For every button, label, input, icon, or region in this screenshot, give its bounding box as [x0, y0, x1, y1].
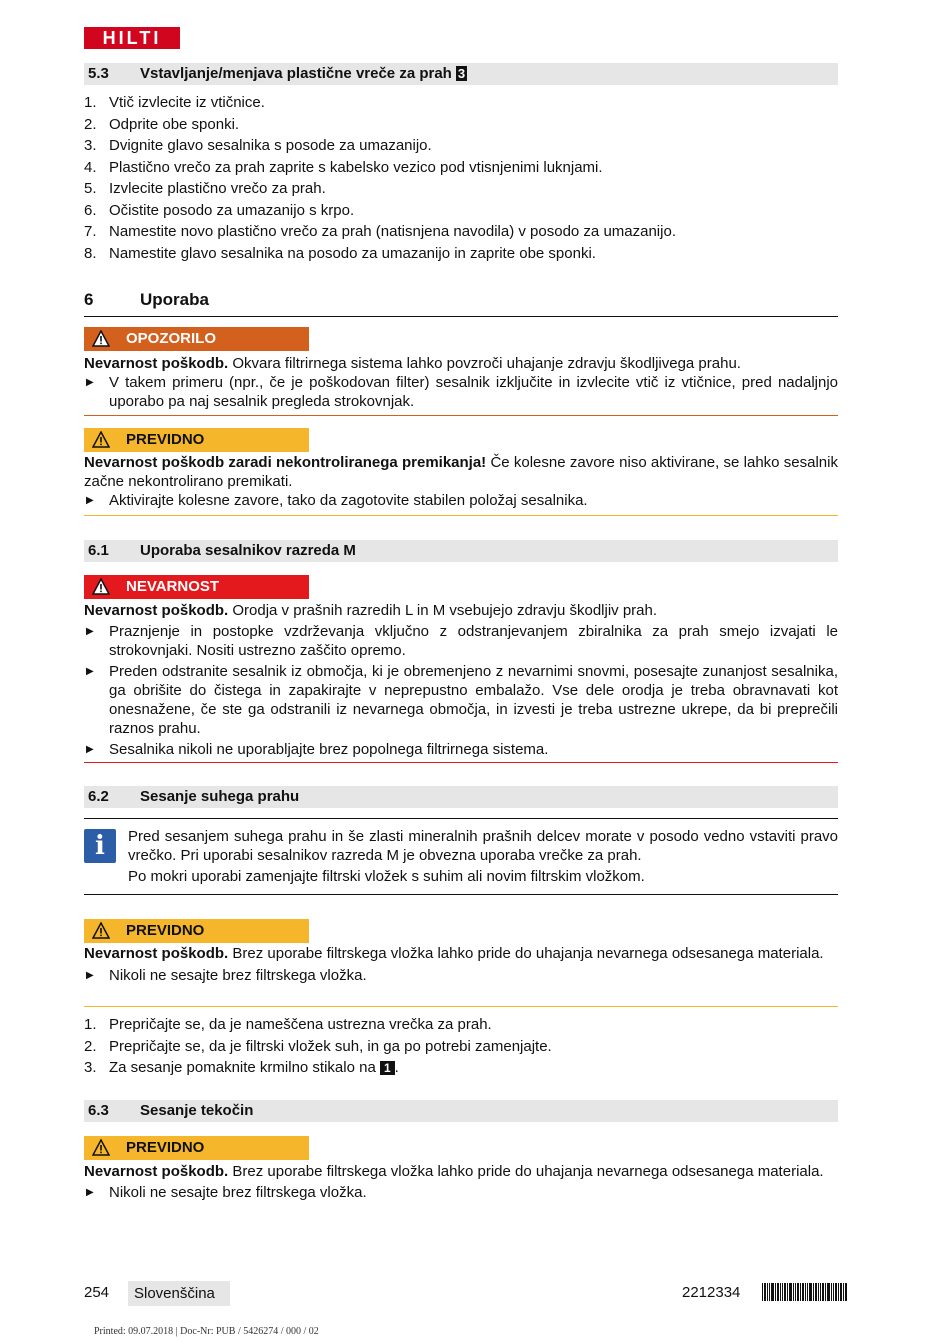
danger-badge — [84, 575, 309, 599]
list-item: 1. Vtič izvlecite iz vtičnice. — [84, 94, 265, 111]
switch-position-1-icon: 1 — [380, 1061, 395, 1075]
steps-5-3 — [84, 92, 838, 264]
barcode — [762, 1283, 847, 1301]
list-item: 2. Prepričajte se, da je filtrski vložek suh, in ga po potrebi zamenjajte. — [84, 1037, 552, 1055]
list-item: ▶ Sesalnika nikoli ne uporabljajte brez popolnega filtrirnega sistema. — [86, 741, 549, 758]
divider — [84, 515, 838, 516]
section-number: 6.2 — [88, 788, 109, 805]
bullet-arrow-icon: ▶ — [86, 495, 94, 506]
chapter-number: 6 — [84, 290, 94, 309]
list-item: 7. Namestite novo plastično vrečo za prah (natisnjena navodila) v posodo za umazanijo. — [84, 223, 676, 240]
section-6-2-heading — [84, 786, 838, 808]
list-item: ▶ Praznjenje in postopke vzdrževanja vključno z odstranjevanjem zbiralnika za prah smejo izvajati le strokovnjaki. Nositi ustrezno zaščito opremo. — [86, 623, 838, 659]
badge-label: NEVARNOST — [126, 578, 220, 595]
section-5-3-heading — [84, 63, 838, 85]
caution-badge — [84, 1136, 309, 1160]
bullet-arrow-icon: ▶ — [86, 626, 94, 637]
bullet-arrow-icon: ▶ — [86, 970, 94, 981]
list-item: 3. Dvignite glavo sesalnika s posode za umazanijo. — [84, 137, 432, 154]
section-number: 5.3 — [88, 65, 109, 82]
figure-ref-badge: 3 — [457, 66, 466, 81]
divider — [84, 415, 838, 416]
bullet-arrow-icon: ▶ — [86, 666, 94, 677]
badge-label: PREVIDNO — [126, 431, 205, 448]
bullet-arrow-icon: ▶ — [86, 744, 94, 755]
divider — [84, 1006, 838, 1007]
divider — [84, 762, 838, 763]
danger-text: Nevarnost poškodb. Orodja v prašnih razredih L in M vsebujejo zdravju škodljiv prah. ▶ Praznjenje in postopke vzdrževanja vključno z odstranjevanjem zbiralnika za prah smejo izvajati le strokovnjaki. Nositi ustrezno zaščito opremo. ▶ Preden odstranite sesalnik iz območja, ki je obremenjeno z nevarnimi snovmi, posesajte zunanjost sesalnika, ga obrišite do čistega in zapakirajte v neprepustno embalažo. Vse dele orodja je treba obravnavati kot onesnažene, če ste ga odstranili iz nevarnega območja, in izvesti je treba ustrezne ukrepe, da bi preprečili raznos prahu. ▶ Sesalnika nikoli ne uporabljajte brez popolnega filtrirnega sistema. — [84, 602, 838, 758]
doc-number: 2212334 — [682, 1284, 741, 1301]
badge-label: OPOZORILO — [126, 330, 216, 347]
list-item: ▶ V takem primeru (npr., če je poškodovan filter) sesalnik izključite in izvlecite vtič iz vtičnice, pred nadaljnjo uporabo pa naj sesalnik pregleda strokovnjak. — [86, 374, 838, 410]
list-item: 2. Odprite obe sponki. — [84, 115, 240, 133]
caution-text: Nevarnost poškodb. Brez uporabe filtrskega vložka lahko pride do uhajanja nevarnega odsesanega materiala. ▶ Nikoli ne sesajte brez filtrskega vložka. — [84, 944, 838, 985]
warning-triangle-icon — [92, 431, 110, 448]
language-label: Slovenščina — [128, 1281, 230, 1306]
warning-triangle-icon — [92, 578, 110, 595]
section-title: Vstavljanje/menjava plastične vreče za prah 3 — [140, 65, 466, 82]
badge-label: PREVIDNO — [126, 922, 205, 939]
list-item: ▶ Preden odstranite sesalnik iz območja, ki je obremenjeno z nevarnimi snovmi, posesajte zunanjost sesalnika, ga obrišite do čistega in zapakirajte v neprepustno embalažo. Vse dele orodja je treba obravnavati kot onesnažene, če ste ga odstranili iz nevarnega območja, in izvesti je treba ustrezne ukrepe, da bi preprečili raznos prahu. — [86, 663, 838, 737]
chapter-title: Uporaba — [140, 290, 209, 309]
print-info: Printed: 09.07.2018 | Doc-Nr: PUB / 5426274 / 000 / 02 — [94, 1326, 319, 1337]
list-item: 1. Prepričajte se, da je nameščena ustrezna vrečka za prah. — [84, 1016, 492, 1033]
list-item: 6. Očistite posodo za umazanijo s krpo. — [84, 201, 355, 219]
info-icon: i — [84, 829, 116, 863]
section-title: Sesanje tekočin — [140, 1102, 254, 1119]
section-6-1-heading — [84, 540, 838, 562]
section-number: 6.3 — [88, 1102, 109, 1119]
caution-badge — [84, 428, 309, 452]
caution-text: Nevarnost poškodb zaradi nekontroliranega premikanja! Če kolesne zavore niso aktivirane, se lahko sesalnik začne nekontrolirano premikati. ▶ Aktivirajte kolesne zavore, tako da zagotovite stabilen položaj sesalnika. — [84, 454, 838, 509]
section-number: 6.1 — [88, 542, 109, 559]
section-6-3-heading — [84, 1100, 838, 1122]
caution-badge — [84, 919, 309, 943]
chapter-6-heading — [84, 286, 838, 317]
bullet-arrow-icon: ▶ — [86, 1187, 94, 1198]
hilti-logo: HILTI — [84, 27, 180, 49]
list-item: 8. Namestite glavo sesalnika na posodo za umazanijo in zaprite obe sponki. — [84, 244, 596, 262]
warning-text: Nevarnost poškodb. Okvara filtrirnega sistema lahko povzroči uhajanje zdravju škodljivega prahu. ▶ V takem primeru (npr., če je poškodovan filter) sesalnik izključite in izvlecite vtič iz vtičnice, pred nadaljnjo uporabo pa naj sesalnik pregleda strokovnjak. — [84, 355, 838, 410]
warning-triangle-icon — [92, 922, 110, 939]
page-number: 254 — [84, 1284, 110, 1301]
warning-triangle-icon — [92, 1139, 110, 1156]
list-item: 4. Plastično vrečo za prah zaprite s kabelsko vezico pod vtisnjenimi luknjami. — [84, 158, 603, 176]
divider — [84, 818, 838, 819]
section-title: Uporaba sesalnikov razreda M — [140, 542, 356, 559]
steps-6-2 — [84, 1014, 838, 1079]
warning-triangle-icon — [92, 330, 110, 347]
badge-label: PREVIDNO — [126, 1139, 205, 1156]
bullet-arrow-icon: ▶ — [86, 377, 94, 388]
section-title: Sesanje suhega prahu — [140, 788, 300, 805]
list-item: ▶ Nikoli ne sesajte brez filtrskega vložka. — [86, 1184, 367, 1201]
list-item: ▶ Aktivirajte kolesne zavore, tako da zagotovite stabilen položaj sesalnika. — [86, 492, 588, 509]
caution-text: Nevarnost poškodb. Brez uporabe filtrskega vložka lahko pride do uhajanja nevarnega odsesanega materiala. ▶ Nikoli ne sesajte brez filtrskega vložka. — [84, 1162, 838, 1202]
info-note: Pred sesanjem suhega prahu in še zlasti mineralnih prašnih delcev morate v posodo vedno vstaviti pravo vrečko. Pri uporabi sesalnikov razreda M je obvezna uporaba vrečke za prah. Po mokri uporabi zamenjajte filtrski vložek s suhim ali novim filtrskim vložkom. — [128, 828, 838, 885]
warning-badge — [84, 327, 309, 351]
list-item: 3. Za sesanje pomaknite krmilno stikalo na 1 . — [84, 1059, 399, 1076]
list-item: ▶ Nikoli ne sesajte brez filtrskega vložka. — [86, 967, 367, 984]
divider — [84, 894, 838, 895]
list-item: 5. Izvlecite plastično vrečo za prah. — [84, 180, 326, 197]
